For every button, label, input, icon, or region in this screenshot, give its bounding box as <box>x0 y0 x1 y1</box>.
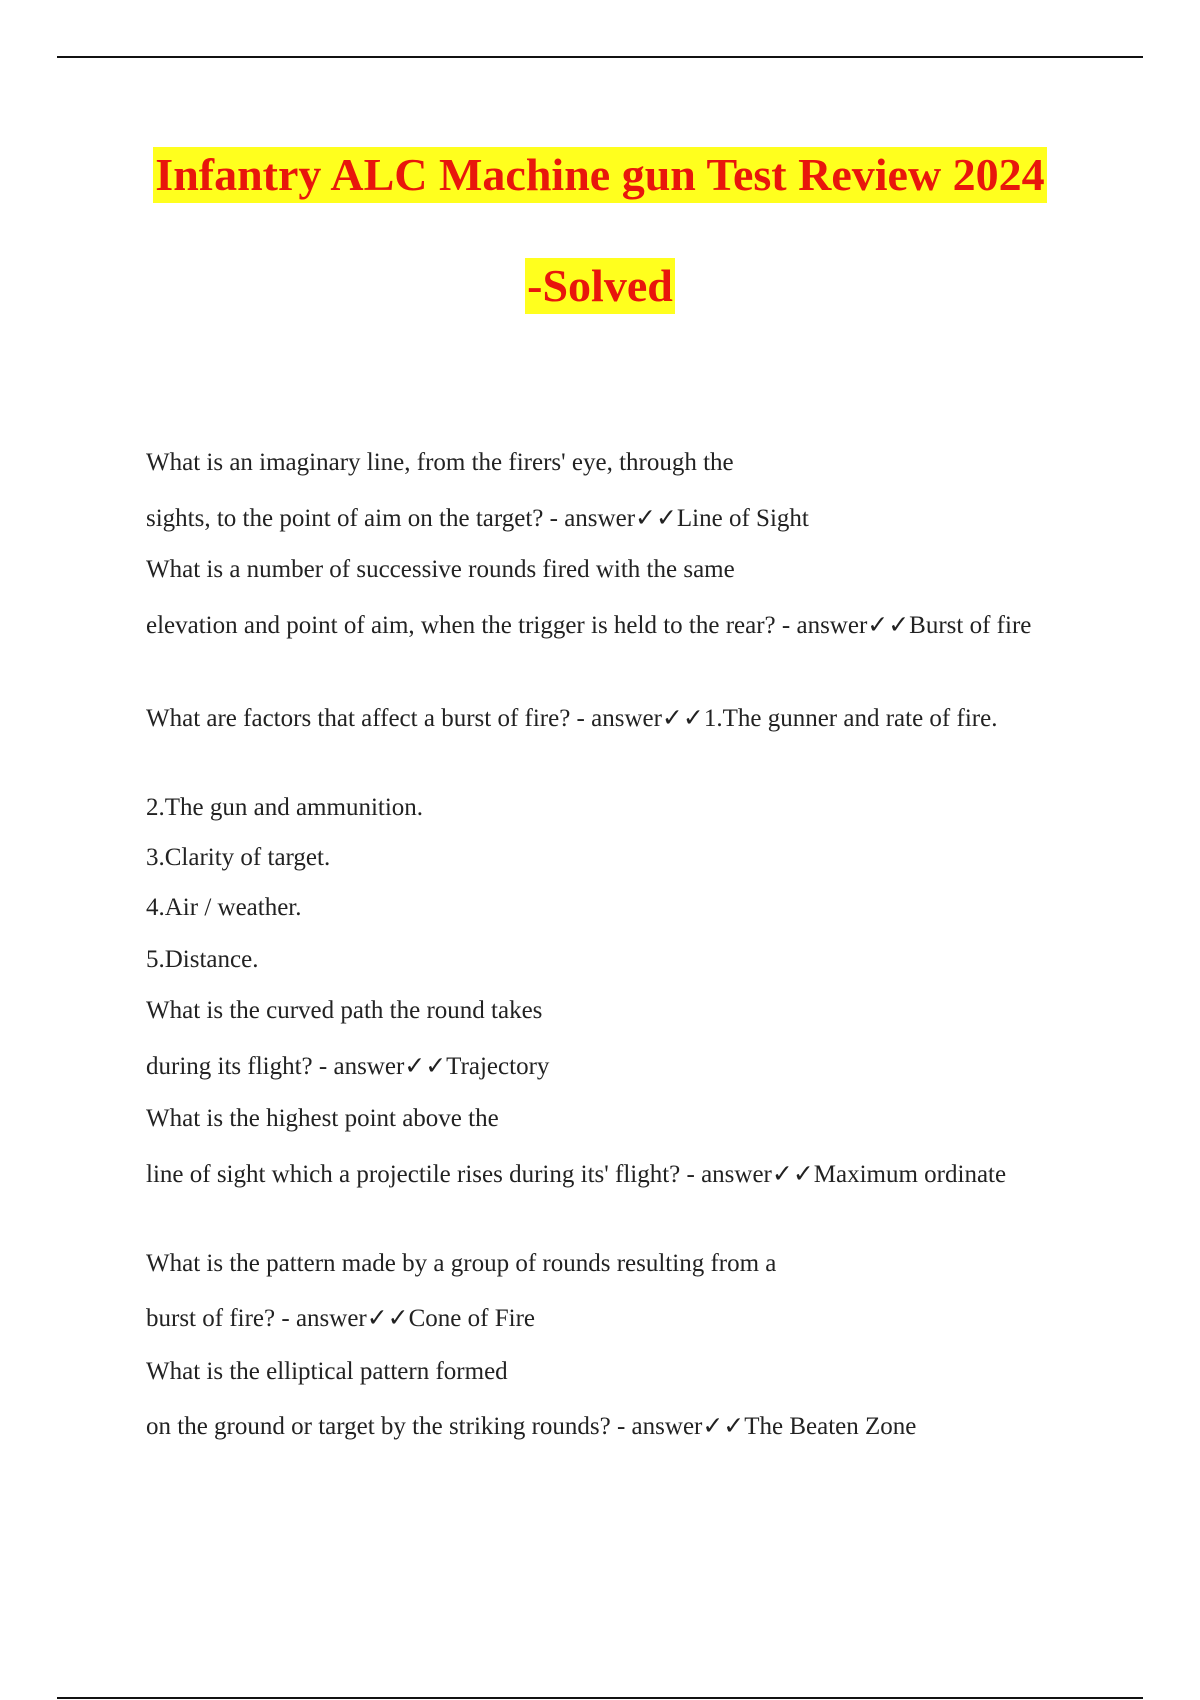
question-6-line-2: burst of fire? - answer✓✓Cone of Fire <box>146 1305 536 1332</box>
document-title-line-2: -Solved <box>525 258 675 314</box>
document-title-line-1: Infantry ALC Machine gun Test Review 2024 <box>153 147 1046 203</box>
question-5-line-1: What is the highest point above the <box>146 1105 499 1132</box>
factor-3: 3.Clarity of target. <box>146 844 331 871</box>
top-rule <box>57 56 1143 58</box>
factor-2: 2.The gun and ammunition. <box>146 794 424 821</box>
question-3-line-1: What are factors that affect a burst of fire? - answer✓✓1.The gunner and rate of fire. <box>146 705 998 732</box>
question-1-line-2: sights, to the point of aim on the target? - answer✓✓Line of Sight <box>146 505 809 532</box>
factor-5: 5.Distance. <box>146 946 259 973</box>
question-7-line-1: What is the elliptical pattern formed <box>146 1358 508 1385</box>
question-4-line-2: during its flight? - answer✓✓Trajectory <box>146 1053 550 1080</box>
question-5-line-2: line of sight which a projectile rises during its' flight? - answer✓✓Maximum ordinate <box>146 1161 1007 1188</box>
question-1-line-1: What is an imaginary line, from the firers' eye, through the <box>146 449 734 476</box>
question-2-line-1: What is a number of successive rounds fired with the same <box>146 556 735 583</box>
factor-4: 4.Air / weather. <box>146 894 302 921</box>
bottom-rule <box>57 1697 1143 1699</box>
document-title-line-2-wrap <box>0 258 1200 314</box>
document-title-line-1-wrap <box>0 147 1200 203</box>
question-2-line-2: elevation and point of aim, when the trigger is held to the rear? - answer✓✓Burst of fire <box>146 612 1032 639</box>
question-7-line-2: on the ground or target by the striking rounds? - answer✓✓The Beaten Zone <box>146 1413 917 1440</box>
question-4-line-1: What is the curved path the round takes <box>146 997 543 1024</box>
question-6-line-1: What is the pattern made by a group of rounds resulting from a <box>146 1250 777 1277</box>
